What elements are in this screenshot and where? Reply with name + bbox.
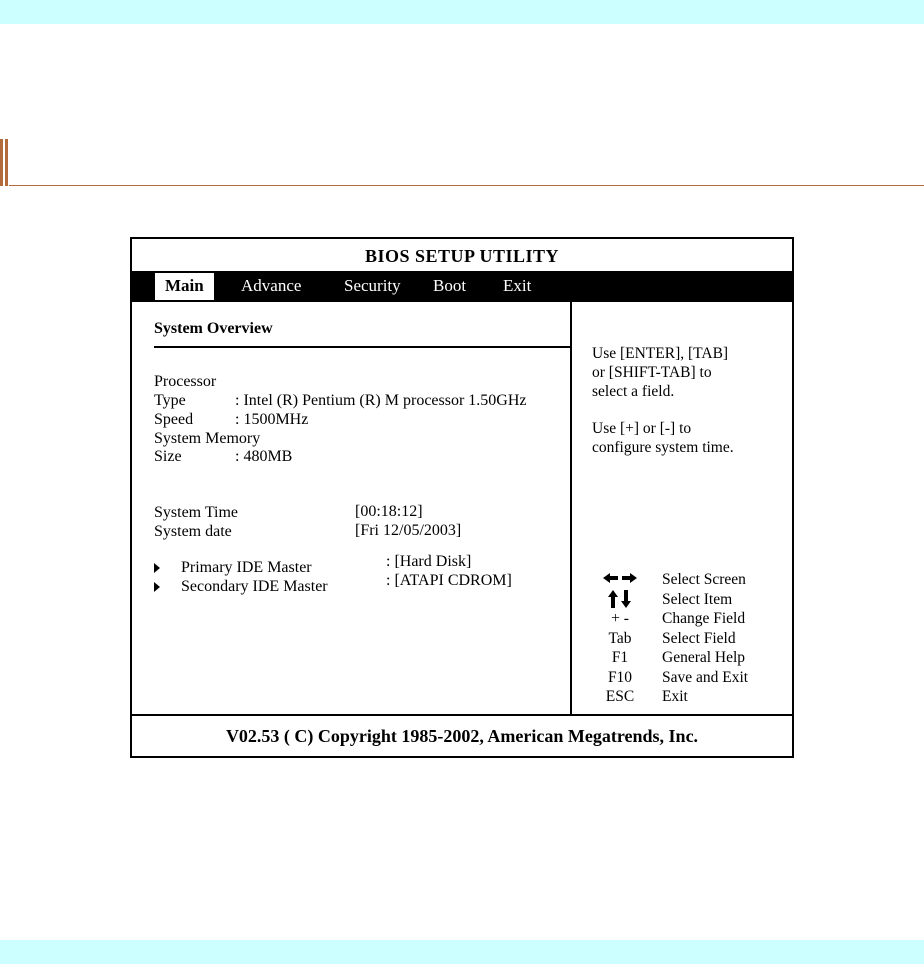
secondary-ide-master-value: : [ATAPI CDROM] <box>386 572 512 589</box>
processor-speed-value: : 1500MHz <box>235 411 309 428</box>
key-desc-exit: Exit <box>662 688 688 705</box>
key-esc: ESC <box>605 688 635 705</box>
submenu-arrow-icon <box>154 582 160 592</box>
copyright-footer: V02.53 ( C) Copyright 1985-2002, American Megatrends, Inc. <box>225 726 699 746</box>
section-marker <box>0 139 9 186</box>
system-date-label: System date <box>154 523 232 540</box>
left-right-arrows-icon <box>602 571 638 591</box>
bottom-band <box>0 940 924 964</box>
memory-size-value: : 480MB <box>235 448 293 465</box>
key-desc-select-item: Select Item <box>662 591 733 608</box>
help-line: or [SHIFT-TAB] to <box>592 364 712 381</box>
key-desc-change-field: Change Field <box>662 610 746 627</box>
bios-title: BIOS SETUP UTILITY <box>364 246 560 266</box>
processor-type-label: Type <box>154 392 186 409</box>
menu-security[interactable]: Security <box>344 276 401 295</box>
processor-type-value: : Intel (R) Pentium (R) M processor 1.50GHz <box>235 392 527 409</box>
menu-bar <box>132 271 792 302</box>
key-desc-select-screen: Select Screen <box>662 571 746 588</box>
key-desc-save-and-exit: Save and Exit <box>662 669 749 686</box>
menu-main[interactable]: Main <box>155 273 214 300</box>
processor-heading: Processor <box>154 373 217 390</box>
help-line: configure system time. <box>592 439 734 456</box>
main-panel <box>132 302 570 716</box>
help-line: select a field. <box>592 383 675 400</box>
key-desc-select-field: Select Field <box>662 630 736 647</box>
primary-ide-master-item[interactable]: Primary IDE Master <box>181 559 312 576</box>
section-rule <box>154 346 570 348</box>
menu-boot[interactable]: Boot <box>433 276 467 295</box>
help-line: Use [+] or [-] to <box>592 420 692 437</box>
primary-ide-master-value: : [Hard Disk] <box>386 553 472 570</box>
key-tab: Tab <box>608 630 632 647</box>
section-title: System Overview <box>154 320 273 337</box>
key-desc-general-help: General Help <box>662 649 746 666</box>
header-rule <box>9 185 924 186</box>
help-line: Use [ENTER], [TAB] <box>592 345 729 362</box>
bios-setup-window <box>130 237 794 758</box>
system-date-field[interactable]: [Fri 12/05/2003] <box>355 522 462 539</box>
memory-size-label: Size <box>154 448 182 465</box>
menu-exit[interactable]: Exit <box>503 276 532 295</box>
processor-speed-label: Speed <box>154 411 194 428</box>
key-f10: F10 <box>607 669 633 686</box>
key-f1: F1 <box>611 649 629 666</box>
submenu-arrow-icon <box>154 563 160 573</box>
help-panel <box>572 302 792 716</box>
menu-advance[interactable]: Advance <box>241 276 302 295</box>
secondary-ide-master-item[interactable]: Secondary IDE Master <box>181 578 328 595</box>
system-time-field[interactable]: [00:18:12] <box>355 503 423 520</box>
memory-heading: System Memory <box>154 430 261 447</box>
system-time-label: System Time <box>154 504 239 521</box>
key-plus-minus: + - <box>611 610 629 627</box>
top-band <box>0 0 924 24</box>
